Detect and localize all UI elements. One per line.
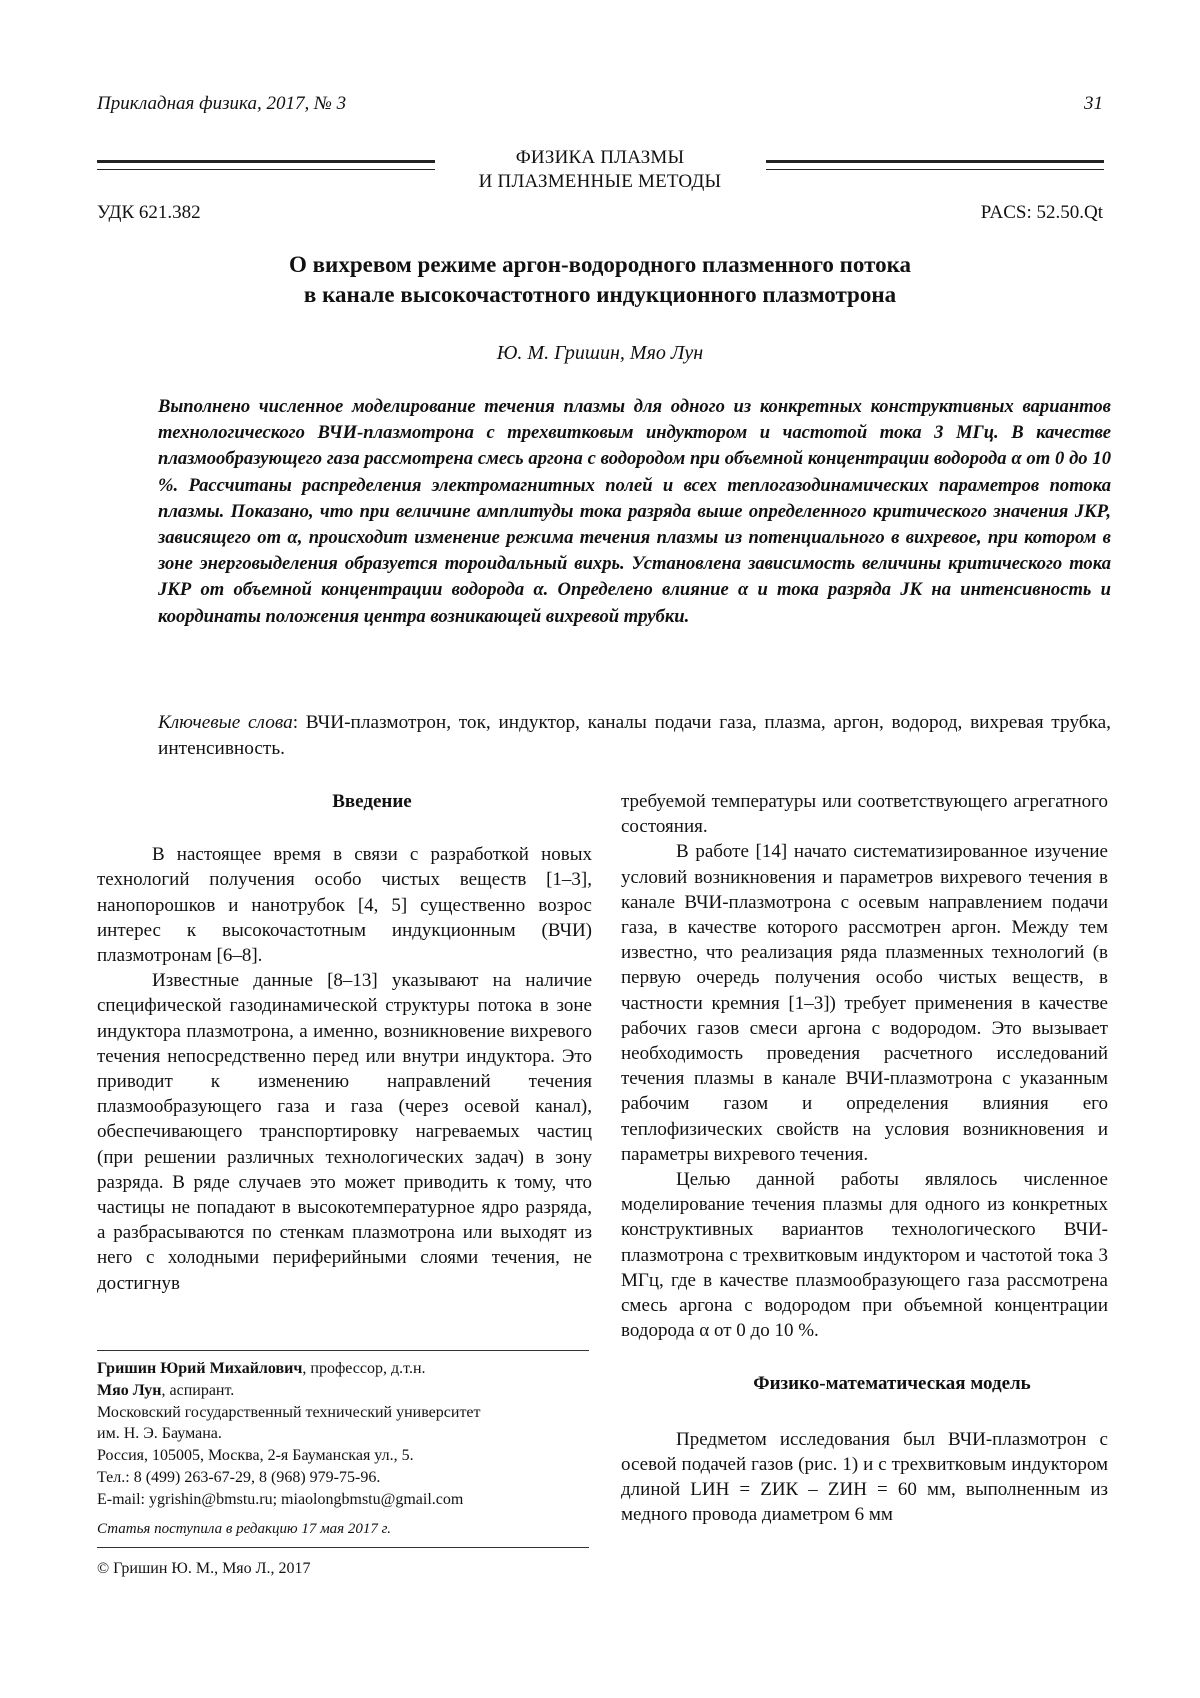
- model-paragraph: Предметом исследования был ВЧИ-плазмотрон с осевой подачей газов (рис. 1) и с трехвитковым индуктором длиной LИН = ZИК – ZИН = 60 мм, выполненным из медного провода диаметром 6 мм: [621, 1428, 1108, 1526]
- author1-name: Гришин Юрий Михайлович: [97, 1360, 303, 1377]
- section-rule-right: [766, 160, 1104, 170]
- pacs-code: PACS: 52.50.Qt: [980, 202, 1103, 223]
- keywords-text: : ВЧИ-плазмотрон, ток, индуктор, каналы подачи газа, плазма, аргон, водород, вихревая трубка, интенсивность.: [158, 712, 1111, 759]
- right-column: [621, 789, 1108, 1527]
- journal-header: Прикладная физика, 2017, № 3: [97, 93, 347, 114]
- author1-info: , профессор, д.т.н.: [302, 1360, 426, 1377]
- footnote-rule: [97, 1350, 589, 1351]
- intro-paragraph-4: Целью данной работы являлось численное моделирование течения плазмы для одного из конкретных конструктивных вариантов технологического ВЧИ-плазмотрона с трехвитковым индуктором и частотой тока 3 МГц, где в качестве плазмообразующего газа рассмотрена смесь аргона с водородом при объемной концентрации водорода α от 0 до 10 %.: [621, 1169, 1108, 1342]
- author2-line: [97, 1380, 597, 1402]
- article-authors: Ю. М. Гришин, Мяо Лун: [496, 342, 704, 364]
- intro-paragraph-3: В работе [14] начато систематизированное изучение условий возникновения и параметров вихревого течения в канале ВЧИ-плазмотрона с осевым направлением подачи газа, в качестве которого рассмотрен аргон. Между тем известно, что реализация ряда плазменных технологий (в первую очередь получения особо чистых веществ, в частности кремния [1–3]) требует применения в качестве рабочих газов смеси аргона с водородом. Это вызывает необходимость проведения расчетного исследований течения плазмы в канале ВЧИ-плазмотрона с указанным рабочим газом и определения влияния его теплофизических свойств на условия возникновения и параметры вихревого течения.: [621, 841, 1108, 1165]
- keywords-label: Ключевые слова: [158, 712, 293, 733]
- copyright: © Гришин Ю. М., Мяо Л., 2017: [97, 1560, 311, 1577]
- received-date: Статья поступила в редакцию 17 мая 2017 г.: [97, 1521, 392, 1537]
- address-line: Россия, 105005, Москва, 2-я Бауманская ул., 5.: [97, 1447, 414, 1465]
- page-number: 31: [1084, 93, 1103, 114]
- keywords: [158, 710, 1111, 761]
- abstract: Выполнено численное моделирование течения плазмы для одного из конкретных конструктивных вариантов технологического ВЧИ-плазмотрона с трехвитковым индуктором и частотой тока 3 МГц. В качестве плазмообразующего газа рассмотрена смесь аргона с водородом при объемной концентрации водорода α от 0 до 10 %. Рассчитаны распределения электромагнитных полей и всех теплогазодинамических параметров потока плазмы. Показано, что при величине амплитуды тока разряда выше определенного критического значения JКР, зависящего от α, происходит изменение режима течения плазмы из потенциального в вихревое, при котором в зоне энерговыделения образуется тороидальный вихрь. Установлена зависимость величины критического тока JКР от объемной концентрации водорода α. Определено влияние α и тока разряда JК на интенсивность и координаты положения центра возникающей вихревой трубки.: [158, 396, 1111, 627]
- copyright-rule: [97, 1547, 589, 1548]
- article-title-line2: в канале высокочастотного индукционного плазмотрона: [303, 282, 897, 307]
- article-title: [97, 250, 1103, 310]
- section-title-line2: И ПЛАЗМЕННЫЕ МЕТОДЫ: [478, 171, 722, 192]
- udk-code: УДК 621.382: [97, 202, 201, 223]
- intro-heading: Введение: [332, 791, 412, 812]
- left-column: [97, 789, 592, 1296]
- section-rule-left: [97, 160, 435, 170]
- section-title-line1: ФИЗИКА ПЛАЗМЫ: [515, 147, 685, 168]
- email-line: E-mail: ygrishin@bmstu.ru; miaolongbmstu@gmail.com: [97, 1490, 464, 1508]
- intro-paragraph-1: В настоящее время в связи с разработкой новых технологий получения особо чистых веществ [1–3], нанопорошков и нанотрубок [4, 5] существенно возрос интерес к высокочастотным индукционным (ВЧИ) плазмотронам [6–8].: [97, 844, 592, 967]
- intro-continuation: требуемой температуры или соответствующего агрегатного состояния.: [621, 791, 1108, 838]
- author1-line: [97, 1358, 597, 1380]
- affiliation-line1: Московский государственный технический университет: [97, 1403, 481, 1421]
- section-title: [470, 146, 730, 194]
- intro-paragraph-2: Известные данные [8–13] указывают на наличие специфической газодинамической структуры потока в зоне индуктора плазмотрона, а именно, возникновение вихревого течения непосредственно перед или внутри индуктора. Это приводит к изменению направлений течения плазмообразующего газа и газа (через осевой канал), обеспечивающего транспортировку нагреваемых частиц (при решении различных технологических задач) в зону разряда. В ряде случаев это может приводить к тому, что частицы не попадают в высокотемпературное ядро разряда, а разбрасываются по стенкам плазмотрона или выходят из него с холодными периферийными слоями течения, не достигнув: [97, 970, 592, 1294]
- article-title-line1: О вихревом режиме аргон-водородного плазменного потока: [289, 252, 911, 277]
- author2-name: Мяо Лун: [97, 1381, 162, 1399]
- affiliation-line2: им. Н. Э. Баумана.: [97, 1425, 222, 1443]
- author2-info: , аспирант.: [161, 1381, 235, 1399]
- phone-line: Тел.: 8 (499) 263-67-29, 8 (968) 979-75-96.: [97, 1468, 381, 1486]
- model-heading: Физико-математическая модель: [753, 1373, 1031, 1395]
- author-footnote: [97, 1358, 597, 1511]
